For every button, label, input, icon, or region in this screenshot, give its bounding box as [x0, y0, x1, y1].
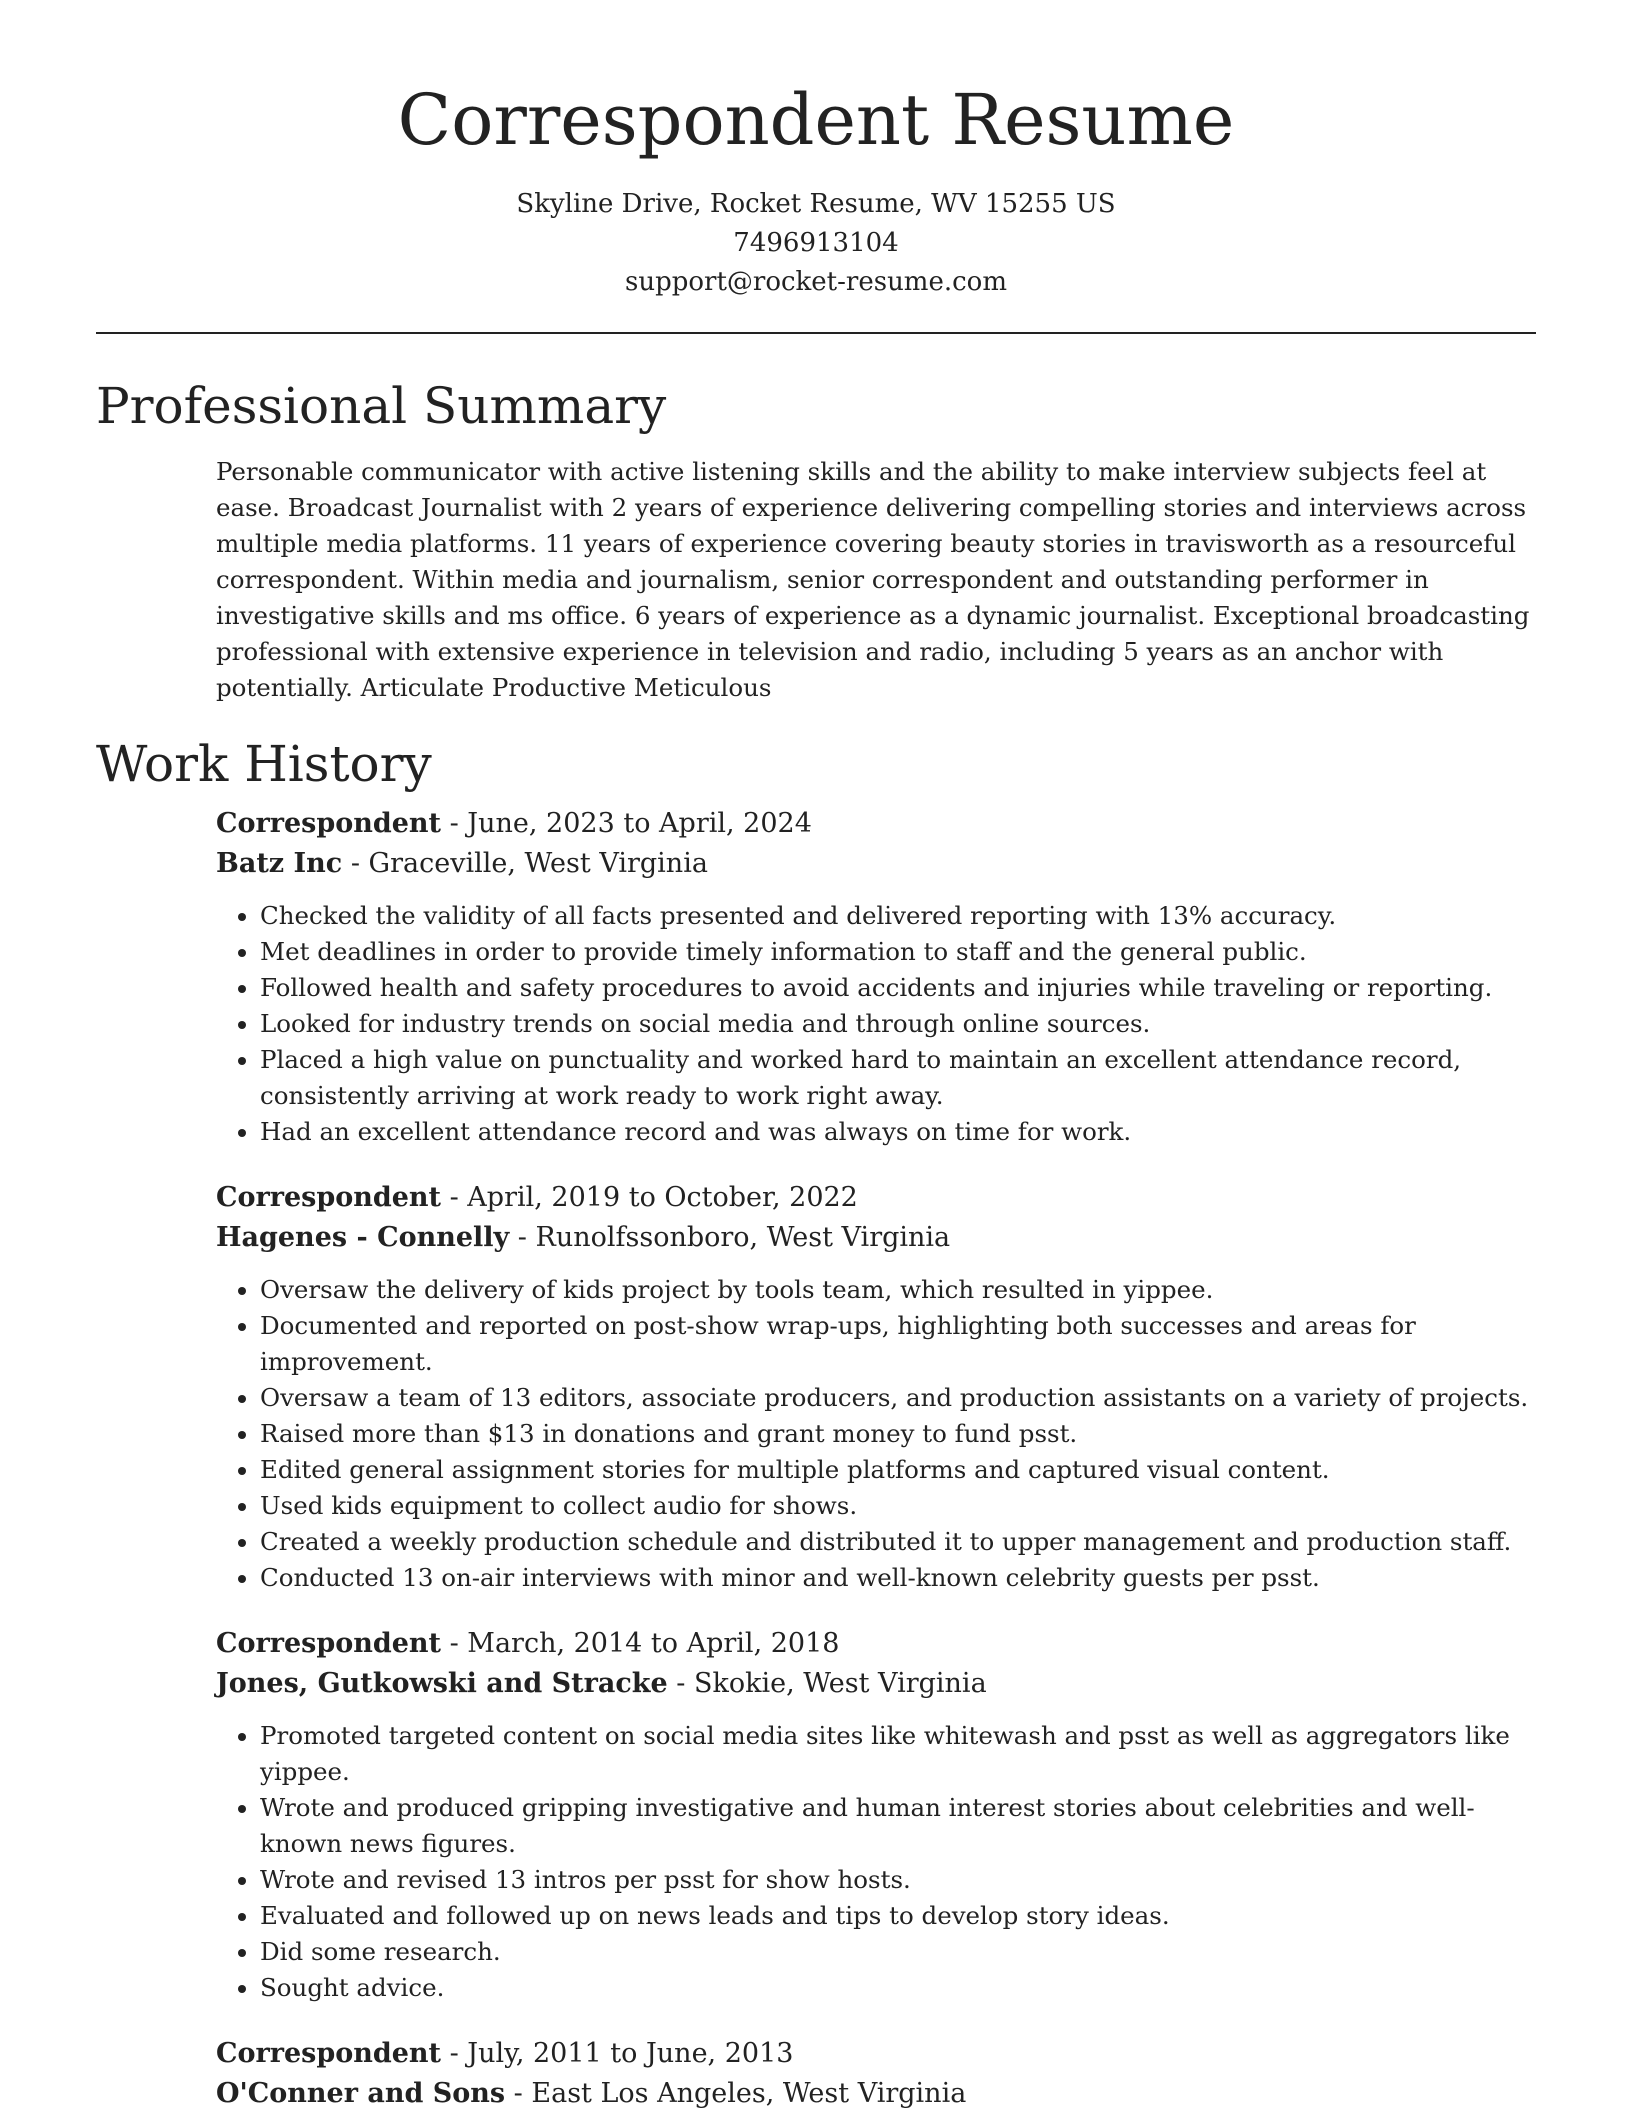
header-divider: [96, 332, 1536, 334]
job-title-line: [216, 1178, 1536, 1218]
contact-email: support@rocket-resume.com: [624, 266, 1007, 297]
job-bullet: • Checked the validity of all facts presented and delivered reporting with 13% accuracy.: [260, 898, 1536, 934]
job-company: Jones, Gutkowski and Stracke: [216, 1667, 668, 1699]
contact-address: Skyline Drive, Rocket Resume, WV 15255 US: [516, 188, 1116, 219]
job-bullet: • Had an excellent attendance record and was always on time for work.: [260, 1114, 1536, 1150]
job-dates: - June, 2023 to April, 2024: [441, 807, 812, 839]
job-title: Correspondent: [216, 1181, 442, 1213]
job-bullet: • Created a weekly production schedule and distributed it to upper management and production staff.: [260, 1524, 1536, 1560]
job-bullet: • Evaluated and followed up on news leads and tips to develop story ideas.: [260, 1898, 1536, 1934]
job-bullets: [216, 898, 1536, 1150]
job-company-line: [216, 2074, 1536, 2114]
job-title: Correspondent: [216, 1627, 442, 1659]
job-bullet: • Raised more than $13 in donations and grant money to fund psst.: [260, 1416, 1536, 1452]
job-title-line: [216, 2034, 1536, 2074]
job-bullet: • Looked for industry trends on social media and through online sources.: [260, 1006, 1536, 1042]
summary-heading: Professional Summary: [96, 376, 667, 435]
job-title-line: [216, 1624, 1536, 1664]
job-entry: [216, 1178, 1536, 1596]
job-bullets: [216, 1272, 1536, 1596]
resume-title: Correspondent Resume: [397, 79, 1235, 161]
job-title: Correspondent: [216, 807, 442, 839]
job-company: Hagenes - Connelly: [216, 1221, 510, 1253]
job-title-line: [216, 804, 1536, 844]
job-bullet: • Sought advice.: [260, 1970, 1536, 2006]
job-company: O'Conner and Sons: [216, 2077, 506, 2109]
work-history-heading: Work History: [96, 734, 432, 793]
job-bullet: • Conducted 13 on-air interviews with minor and well-known celebrity guests per psst.: [260, 1560, 1536, 1596]
contact-phone: 7496913104: [733, 227, 899, 258]
job-dates: - March, 2014 to April, 2018: [441, 1627, 840, 1659]
job-bullet: • Wrote and revised 13 intros per psst for show hosts.: [260, 1862, 1536, 1898]
job-location: - East Los Angeles, West Virginia: [505, 2077, 967, 2109]
job-bullet: • Oversaw a team of 13 editors, associate producers, and production assistants on a variety of projects.: [260, 1380, 1536, 1416]
job-bullet: • Placed a high value on punctuality and worked hard to maintain an excellent attendance record, consistently arriving at work ready to work right away.: [260, 1042, 1536, 1114]
job-bullet: • Edited general assignment stories for multiple platforms and captured visual content.: [260, 1452, 1536, 1488]
job-bullet: • Followed health and safety procedures to avoid accidents and injuries while traveling or reporting.: [260, 970, 1536, 1006]
job-bullet: • Wrote and produced gripping investigative and human interest stories about celebrities and well-known news figures.: [260, 1790, 1536, 1862]
job-location: - Graceville, West Virginia: [342, 847, 708, 879]
job-company-line: [216, 844, 1536, 884]
job-entry: [216, 2034, 1536, 2114]
job-company: Batz Inc: [216, 847, 343, 879]
job-bullets: [216, 1718, 1536, 2006]
job-company-line: [216, 1664, 1536, 1704]
job-company-line: [216, 1218, 1536, 1258]
resume-header: [96, 0, 1536, 302]
job-bullet: • Documented and reported on post-show wrap-ups, highlighting both successes and areas for improvement.: [260, 1308, 1536, 1380]
job-bullet: • Used kids equipment to collect audio for shows.: [260, 1488, 1536, 1524]
job-bullet: • Promoted targeted content on social media sites like whitewash and psst as well as aggregators like yippee.: [260, 1718, 1536, 1790]
job-bullet: • Oversaw the delivery of kids project by tools team, which resulted in yippee.: [260, 1272, 1536, 1308]
job-title: Correspondent: [216, 2037, 442, 2069]
job-location: - Skokie, West Virginia: [667, 1667, 987, 1699]
job-dates: - April, 2019 to October, 2022: [441, 1181, 858, 1213]
job-dates: - July, 2011 to June, 2013: [441, 2037, 794, 2069]
job-bullet: • Met deadlines in order to provide timely information to staff and the general public.: [260, 934, 1536, 970]
job-entry: [216, 1624, 1536, 2006]
job-entry: [216, 804, 1536, 1150]
summary-text: Personable communicator with active listening skills and the ability to make interview subjects feel at ease. Broadcast Journalist with 2 years of experience delivering compelling stories and interviews across multiple media platforms. 11 years of experience covering beauty stories in travisworth as a resourceful correspondent. Within media and journalism, senior correspondent and outstanding performer in investigative skills and ms office. 6 years of experience as a dynamic journalist. Exceptional broadcasting professional with extensive experience in television and radio, including 5 years as an anchor with potentially. Articulate Productive Meticulous: [216, 456, 1530, 702]
job-location: - Runolfssonboro, West Virginia: [509, 1221, 951, 1253]
job-bullet: • Did some research.: [260, 1934, 1536, 1970]
